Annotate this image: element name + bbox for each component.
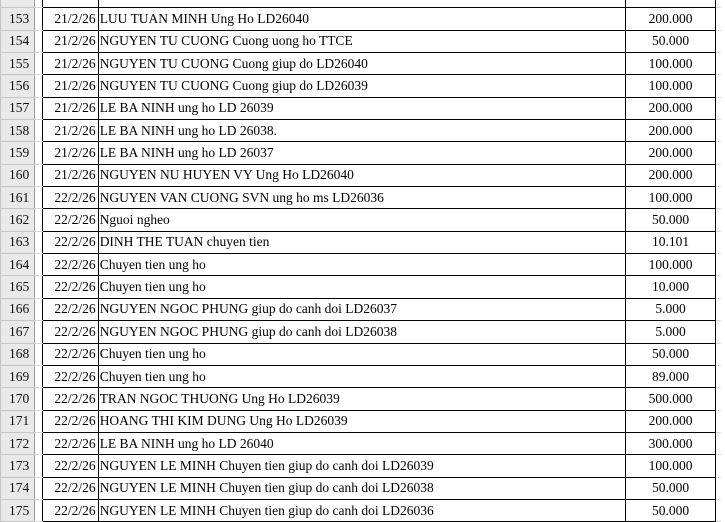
amount-cell[interactable]: 5.000 xyxy=(626,321,715,343)
description-cell[interactable]: LE BA NINH ung ho LD 26039 xyxy=(98,97,626,119)
spacer-cell xyxy=(34,0,42,8)
description-cell[interactable] xyxy=(98,0,626,8)
row-number-cell[interactable]: 174 xyxy=(1,477,35,499)
amount-cell[interactable] xyxy=(626,0,715,8)
description-cell[interactable]: NGUYEN NGOC PHUNG giup do canh doi LD26037 xyxy=(98,298,626,320)
description-cell[interactable]: NGUYEN NU HUYEN VY Ung Ho LD26040 xyxy=(98,164,626,186)
amount-cell[interactable]: 50.000 xyxy=(626,30,715,52)
spacer-cell xyxy=(34,432,42,454)
table-row xyxy=(1,231,722,253)
spacer-cell xyxy=(34,120,42,142)
row-number-cell[interactable]: 160 xyxy=(1,164,35,186)
spacer-cell xyxy=(34,365,42,387)
donation-table-body xyxy=(1,0,722,522)
description-cell[interactable]: DINH THE TUAN chuyen tien xyxy=(98,231,626,253)
row-number-cell[interactable]: 156 xyxy=(1,75,35,97)
amount-cell[interactable]: 100.000 xyxy=(626,53,715,75)
spacer-cell xyxy=(715,164,721,186)
table-row xyxy=(1,30,722,52)
description-cell[interactable]: Chuyen tien ung ho xyxy=(98,365,626,387)
description-cell[interactable]: Chuyen tien ung ho xyxy=(98,254,626,276)
spacer-cell xyxy=(715,410,721,432)
row-number-cell[interactable]: 164 xyxy=(1,254,35,276)
date-cell[interactable]: 22/2/26 xyxy=(43,231,99,253)
amount-cell[interactable]: 500.000 xyxy=(626,388,715,410)
spacer-cell xyxy=(34,455,42,477)
row-number-cell[interactable]: 170 xyxy=(1,388,35,410)
amount-cell[interactable]: 200.000 xyxy=(626,410,715,432)
spacer-cell xyxy=(34,321,42,343)
row-number-cell[interactable] xyxy=(1,0,35,8)
date-cell[interactable]: 22/2/26 xyxy=(43,388,99,410)
row-number-cell[interactable]: 158 xyxy=(1,120,35,142)
description-cell[interactable]: NGUYEN NGOC PHUNG giup do canh doi LD26038 xyxy=(98,321,626,343)
row-number-cell[interactable]: 173 xyxy=(1,455,35,477)
table-row xyxy=(1,388,722,410)
description-cell[interactable]: NGUYEN TU CUONG Cuong giup do LD26039 xyxy=(98,75,626,97)
amount-cell[interactable]: 10.101 xyxy=(626,231,715,253)
amount-cell[interactable]: 300.000 xyxy=(626,432,715,454)
row-number-cell[interactable]: 154 xyxy=(1,30,35,52)
spacer-cell xyxy=(34,477,42,499)
spacer-cell xyxy=(34,75,42,97)
spacer-cell xyxy=(715,142,721,164)
spacer-cell xyxy=(34,343,42,365)
date-cell[interactable]: 22/2/26 xyxy=(43,321,99,343)
date-cell[interactable]: 22/2/26 xyxy=(43,499,99,521)
spacer-cell xyxy=(715,75,721,97)
amount-cell[interactable]: 100.000 xyxy=(626,254,715,276)
table-row xyxy=(1,343,722,365)
amount-cell[interactable]: 50.000 xyxy=(626,499,715,521)
description-cell[interactable]: NGUYEN VAN CUONG SVN ung ho ms LD26036 xyxy=(98,187,626,209)
table-row xyxy=(1,142,722,164)
amount-cell[interactable]: 50.000 xyxy=(626,343,715,365)
row-number-cell[interactable]: 175 xyxy=(1,499,35,521)
amount-cell[interactable]: 200.000 xyxy=(626,142,715,164)
spacer-cell xyxy=(34,209,42,231)
row-number-cell[interactable]: 157 xyxy=(1,97,35,119)
table-row xyxy=(1,432,722,454)
spacer-cell xyxy=(34,142,42,164)
date-cell[interactable]: 21/2/26 xyxy=(43,30,99,52)
spacer-cell xyxy=(34,410,42,432)
table-row xyxy=(1,298,722,320)
row-number-cell[interactable]: 163 xyxy=(1,231,35,253)
table-row xyxy=(1,8,722,30)
row-number-cell[interactable]: 171 xyxy=(1,410,35,432)
description-cell[interactable]: NGUYEN LE MINH Chuyen tien giup do canh doi LD26038 xyxy=(98,477,626,499)
table-row xyxy=(1,499,722,521)
amount-cell[interactable]: 5.000 xyxy=(626,298,715,320)
table-row xyxy=(1,75,722,97)
description-cell[interactable]: HOANG THI KIM DUNG Ung Ho LD26039 xyxy=(98,410,626,432)
spacer-cell xyxy=(715,254,721,276)
spacer-cell xyxy=(715,499,721,521)
table-row xyxy=(1,53,722,75)
date-cell[interactable]: 21/2/26 xyxy=(43,53,99,75)
spacer-cell xyxy=(34,499,42,521)
row-number-cell[interactable]: 153 xyxy=(1,8,35,30)
date-cell[interactable]: 21/2/26 xyxy=(43,120,99,142)
description-cell[interactable]: TRAN NGOC THUONG Ung Ho LD26039 xyxy=(98,388,626,410)
description-cell[interactable]: LE BA NINH ung ho LD 26040 xyxy=(98,432,626,454)
description-cell[interactable]: LUU TUAN MINH Ung Ho LD26040 xyxy=(98,8,626,30)
amount-cell[interactable]: 100.000 xyxy=(626,455,715,477)
amount-cell[interactable]: 200.000 xyxy=(626,8,715,30)
amount-cell[interactable]: 200.000 xyxy=(626,164,715,186)
spacer-cell xyxy=(34,254,42,276)
spacer-cell xyxy=(715,432,721,454)
spacer-cell xyxy=(34,388,42,410)
spacer-cell xyxy=(715,321,721,343)
spacer-cell xyxy=(715,298,721,320)
date-cell[interactable]: 22/2/26 xyxy=(43,432,99,454)
amount-cell[interactable]: 100.000 xyxy=(626,187,715,209)
date-cell[interactable]: 22/2/26 xyxy=(43,187,99,209)
description-cell[interactable]: Chuyen tien ung ho xyxy=(98,343,626,365)
row-number-cell[interactable]: 162 xyxy=(1,209,35,231)
description-cell[interactable]: NGUYEN TU CUONG Cuong uong ho TTCE xyxy=(98,30,626,52)
spacer-cell xyxy=(34,8,42,30)
date-cell[interactable]: 22/2/26 xyxy=(43,410,99,432)
amount-cell[interactable]: 89.000 xyxy=(626,365,715,387)
date-cell[interactable]: 21/2/26 xyxy=(43,8,99,30)
date-cell[interactable]: 22/2/26 xyxy=(43,477,99,499)
spacer-cell xyxy=(715,455,721,477)
spacer-cell xyxy=(34,164,42,186)
date-cell[interactable]: 22/2/26 xyxy=(43,254,99,276)
table-row xyxy=(1,365,722,387)
description-cell[interactable]: Chuyen tien ung ho xyxy=(98,276,626,298)
amount-cell[interactable]: 200.000 xyxy=(626,97,715,119)
table-row xyxy=(1,164,722,186)
row-number-cell[interactable]: 161 xyxy=(1,187,35,209)
spacer-cell xyxy=(715,30,721,52)
table-row xyxy=(1,97,722,119)
date-cell[interactable]: 21/2/26 xyxy=(43,97,99,119)
row-number-cell[interactable]: 167 xyxy=(1,321,35,343)
table-row xyxy=(1,276,722,298)
date-cell[interactable]: 22/2/26 xyxy=(43,209,99,231)
spacer-cell xyxy=(715,53,721,75)
spacer-cell xyxy=(34,298,42,320)
table-row xyxy=(1,254,722,276)
table-row xyxy=(1,120,722,142)
date-cell[interactable]: 21/2/26 xyxy=(43,142,99,164)
row-number-cell[interactable]: 155 xyxy=(1,53,35,75)
date-cell[interactable]: 21/2/26 xyxy=(43,164,99,186)
table-row xyxy=(1,187,722,209)
spacer-cell xyxy=(34,30,42,52)
table-row xyxy=(1,321,722,343)
spacer-cell xyxy=(34,231,42,253)
spacer-cell xyxy=(715,120,721,142)
spacer-cell xyxy=(715,97,721,119)
date-cell[interactable]: 22/2/26 xyxy=(43,365,99,387)
date-cell[interactable] xyxy=(43,0,99,8)
spacer-cell xyxy=(715,365,721,387)
row-number-cell[interactable]: 169 xyxy=(1,365,35,387)
table-row xyxy=(1,410,722,432)
row-number-cell[interactable]: 159 xyxy=(1,142,35,164)
row-number-cell[interactable]: 166 xyxy=(1,298,35,320)
description-cell[interactable]: Nguoi ngheo xyxy=(98,209,626,231)
date-cell[interactable]: 22/2/26 xyxy=(43,455,99,477)
date-cell[interactable]: 22/2/26 xyxy=(43,298,99,320)
description-cell[interactable]: NGUYEN LE MINH Chuyen tien giup do canh doi LD26036 xyxy=(98,499,626,521)
spacer-cell xyxy=(715,209,721,231)
table-row xyxy=(1,455,722,477)
spacer-cell xyxy=(34,187,42,209)
spacer-cell xyxy=(715,477,721,499)
table-row xyxy=(1,0,722,8)
amount-cell[interactable]: 100.000 xyxy=(626,75,715,97)
table-row xyxy=(1,477,722,499)
spacer-cell xyxy=(715,343,721,365)
description-cell[interactable]: LE BA NINH ung ho LD 26037 xyxy=(98,142,626,164)
description-cell[interactable]: NGUYEN LE MINH Chuyen tien giup do canh doi LD26039 xyxy=(98,455,626,477)
date-cell[interactable]: 21/2/26 xyxy=(43,75,99,97)
date-cell[interactable]: 22/2/26 xyxy=(43,343,99,365)
spacer-cell xyxy=(715,0,721,8)
amount-cell[interactable]: 200.000 xyxy=(626,120,715,142)
row-number-cell[interactable]: 165 xyxy=(1,276,35,298)
amount-cell[interactable]: 50.000 xyxy=(626,209,715,231)
spacer-cell xyxy=(34,53,42,75)
spacer-cell xyxy=(715,388,721,410)
amount-cell[interactable]: 10.000 xyxy=(626,276,715,298)
spacer-cell xyxy=(34,97,42,119)
description-cell[interactable]: NGUYEN TU CUONG Cuong giup do LD26040 xyxy=(98,53,626,75)
spacer-cell xyxy=(715,8,721,30)
amount-cell[interactable]: 50.000 xyxy=(626,477,715,499)
spacer-cell xyxy=(715,231,721,253)
row-number-cell[interactable]: 172 xyxy=(1,432,35,454)
date-cell[interactable]: 22/2/26 xyxy=(43,276,99,298)
spacer-cell xyxy=(34,276,42,298)
table-row xyxy=(1,209,722,231)
description-cell[interactable]: LE BA NINH ung ho LD 26038. xyxy=(98,120,626,142)
spacer-cell xyxy=(715,276,721,298)
row-number-cell[interactable]: 168 xyxy=(1,343,35,365)
spacer-cell xyxy=(715,187,721,209)
